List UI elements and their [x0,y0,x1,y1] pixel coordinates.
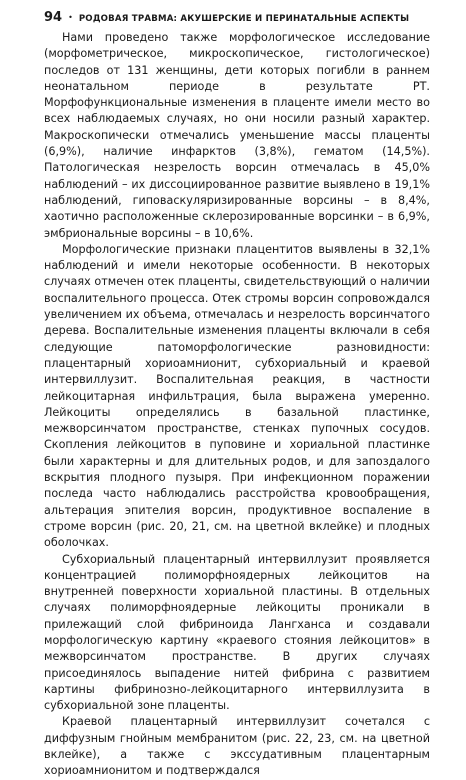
running-title: РОДОВАЯ ТРАВМА: АКУШЕРСКИЕ И ПЕРИНАТАЛЬНЫЕ АСПЕКТЫ [78,14,410,24]
header-bullet: • [68,13,73,22]
paragraph-placentitis: Морфологические признаки плацентитов выявлены в 32,1% наблюдений и имели некоторые особенности. В некоторых случаях отмечен отек плаценты, свидетельствующий о наличии воспалительного процесса. Отек стромы ворсин сопровождался увеличением их объема, отмечалась и незрелость ворсинчатого дерева. Воспалительные изменения плаценты включали в себя следующие патоморфологические разновидности: плацентарный хориоамнионит, субхориальный и краевой интервиллузит. Воспалительная реакция, в частности лейкоцитарная инфильтрация, была выражена умеренно. Лейкоциты определялись в базальной пластинке, межворсинчатом пространстве, стенках пупочных сосудов. Скопления лейкоцитов в пуповине и хориальной пластинке были характерны и для длительных родов, и для запоздалого вскрытия плодного пузыря. При инфекционном поражении последа часто наблюдались расстройства кровообращения, альтерация эпителия ворсин, продуктивное воспаление в строме ворсин (рис. 20, 21, см. на цветной вклейке) и плодных оболочках. [44,242,430,550]
paragraph-morphology-study: Нами проведено также морфологическое исследование (морфометрическое, микроскопическое, гистологическое) последов от 131 женщины, дети которых погибли в раннем неонатальном периоде в результате РТ. Морфофункциональные изменения в плаценте имели место во всех наблюдаемых случаях, но они носили разный характер. Макроскопически отмечались уменьшение массы плаценты (6,9%), наличие инфарктов (3,8%), гематом (14,5%). Патологическая незрелость ворсин отмечалась в 45,0% наблюдений – их диссоциированное развитие выявлено в 19,1% наблюдений, гиповаскуляризированные ворсины – в 8,4%, хаотично расположенные склерозированные ворсинки – в 6,9%, эмбриональные ворсины – в 10,6%. [44,31,430,240]
running-header [44,10,434,25]
text-body [44,30,430,780]
page-number: 94 [44,10,63,25]
paragraph-marginal-intervillositis: Краевой плацентарный интервиллузит сочетался с диффузным гнойным мембранитом (рис. 22, 23, см. на цветной вклейке), а также с экссудативным плацентарным хориоамнионитом и подтверждался [44,715,430,778]
paragraph-subchorial-intervillositis: Субхориальный плацентарный интервиллузит проявляется концентрацией полиморфноядерных лейкоцитов на внутренней поверхности хориальной пластины. В отдельных случаях полиморфноядерные лейкоциты проникали в прилежащий слой фибриноида Лангханса и создавали морфологическую картину «краевого стояния лейкоцитов» в межворсинчатом пространстве. В других случаях присоединялось выпадение нитей фибрина с развитием картины фибринозно-лейкоцитарного интервиллузита в субхориальной зоне плаценты. [44,552,430,713]
